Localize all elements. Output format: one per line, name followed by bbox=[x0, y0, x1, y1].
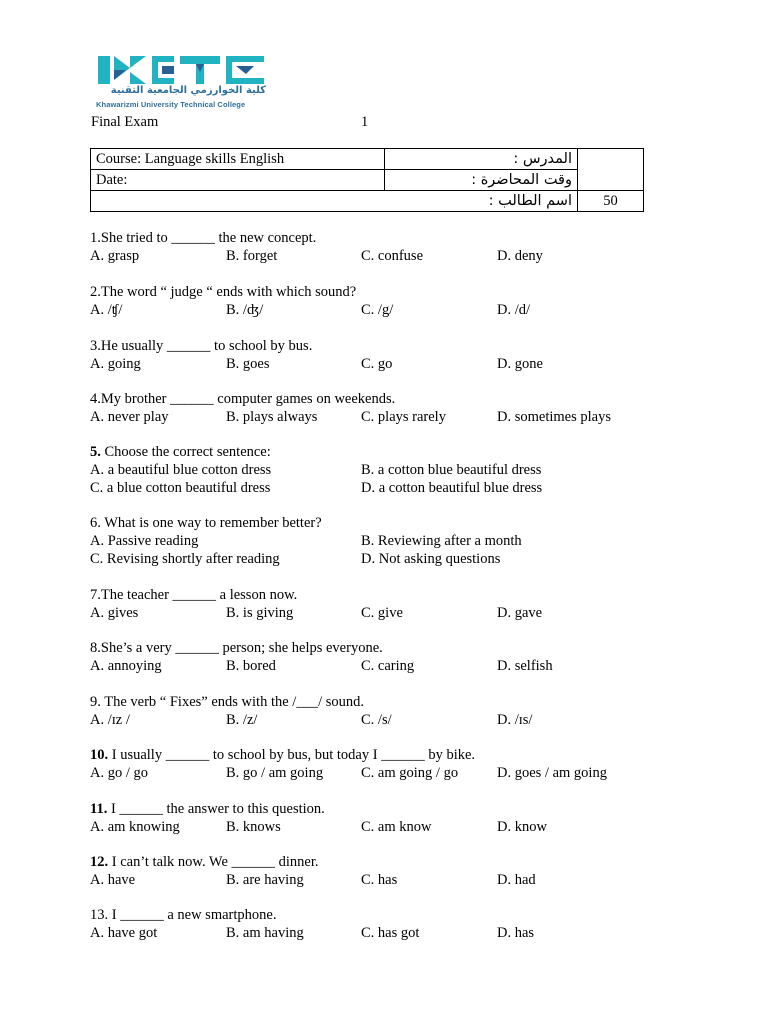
question-4 bbox=[90, 390, 611, 426]
question-3 bbox=[90, 337, 543, 373]
question-5 bbox=[90, 443, 543, 497]
option-d: D. a cotton beautiful blue dress bbox=[361, 480, 543, 496]
question-10 bbox=[90, 746, 607, 782]
option-b: B. forget bbox=[226, 248, 278, 264]
empty-score-cell bbox=[578, 149, 644, 191]
question-text: 8.She’s a very ______ person; she helps everyone. bbox=[90, 640, 383, 656]
option-a: A. annoying bbox=[90, 658, 162, 674]
logo-english-text: Khawarizmi University Technical College bbox=[96, 100, 246, 109]
question-13 bbox=[90, 906, 535, 942]
question-text: 12. I can’t talk now. We ______ dinner. bbox=[90, 854, 319, 870]
date-cell: Date: bbox=[91, 170, 385, 191]
option-c: C. Revising shortly after reading bbox=[90, 551, 280, 567]
logo-arabic-text: كلية الخوارزمي الجامعية التقنية bbox=[110, 85, 266, 96]
option-b: B. is giving bbox=[226, 605, 294, 621]
option-a: A. never play bbox=[90, 409, 169, 425]
option-c: C. has got bbox=[361, 925, 420, 941]
option-b: B. are having bbox=[226, 872, 304, 888]
exam-title: Final Exam bbox=[91, 114, 159, 130]
option-a: A. gives bbox=[90, 605, 139, 621]
lecture-time-cell: وقت المحاضرة : bbox=[385, 170, 578, 191]
option-c: C. plays rarely bbox=[361, 409, 446, 425]
option-b: B. Reviewing after a month bbox=[361, 533, 522, 549]
question-text: 6. What is one way to remember better? bbox=[90, 515, 322, 531]
option-c: C. give bbox=[361, 605, 403, 621]
question-text: 11. I ______ the answer to this question. bbox=[90, 801, 325, 817]
option-c: C. /s/ bbox=[361, 712, 392, 728]
option-b: B. /z/ bbox=[226, 712, 258, 728]
question-8 bbox=[90, 639, 553, 675]
option-c: C. am going / go bbox=[361, 765, 459, 781]
option-b: B. am having bbox=[226, 925, 304, 941]
option-c: C. has bbox=[361, 872, 398, 888]
option-b: B. /ʤ/ bbox=[226, 302, 264, 318]
course-cell: Course: Language skills English bbox=[91, 149, 385, 170]
question-1 bbox=[90, 229, 543, 265]
option-a: A. have bbox=[90, 872, 136, 888]
question-text: 2.The word “ judge “ ends with which sound? bbox=[90, 284, 357, 300]
question-7 bbox=[90, 586, 543, 622]
option-a: A. a beautiful blue cotton dress bbox=[90, 462, 272, 478]
question-text: 7.The teacher ______ a lesson now. bbox=[90, 587, 298, 603]
option-d: D. /ɪs/ bbox=[497, 712, 533, 728]
option-b: B. bored bbox=[226, 658, 276, 674]
option-d: D. selfish bbox=[497, 658, 553, 674]
option-a: A. am knowing bbox=[90, 819, 180, 835]
option-a: A. going bbox=[90, 356, 141, 372]
option-c: C. caring bbox=[361, 658, 415, 674]
question-text: 9. The verb “ Fixes” ends with the /___/ sound. bbox=[90, 694, 364, 710]
option-d: D. sometimes plays bbox=[497, 409, 611, 425]
question-12 bbox=[90, 853, 536, 889]
option-d: D. /d/ bbox=[497, 302, 531, 318]
option-d: D. had bbox=[497, 872, 536, 888]
option-b: B. knows bbox=[226, 819, 281, 835]
question-text: 5. Choose the correct sentence: bbox=[90, 444, 271, 460]
question-11 bbox=[90, 800, 547, 836]
option-d: D. has bbox=[497, 925, 535, 941]
option-a: A. /ɪz / bbox=[90, 712, 130, 728]
option-a: A. have got bbox=[90, 925, 158, 941]
option-a: A. /ʧ/ bbox=[90, 302, 123, 318]
exam-info-table bbox=[90, 148, 644, 212]
option-b: B. a cotton blue beautiful dress bbox=[361, 462, 542, 478]
question-9 bbox=[90, 693, 533, 729]
teacher-cell: المدرس : bbox=[385, 149, 578, 170]
option-b: B. goes bbox=[226, 356, 270, 372]
student-name-cell: اسم الطالب : bbox=[91, 191, 578, 212]
question-text: 3.He usually ______ to school by bus. bbox=[90, 338, 313, 354]
option-c: C. go bbox=[361, 356, 393, 372]
option-d: D. gone bbox=[497, 356, 543, 372]
option-c: C. am know bbox=[361, 819, 432, 835]
question-text: 4.My brother ______ computer games on weekends. bbox=[90, 391, 396, 407]
option-c: C. a blue cotton beautiful dress bbox=[90, 480, 271, 496]
option-b: B. go / am going bbox=[226, 765, 324, 781]
question-6 bbox=[90, 514, 522, 568]
option-b: B. plays always bbox=[226, 409, 318, 425]
question-text: 1.She tried to ______ the new concept. bbox=[90, 230, 317, 246]
question-text: 13. I ______ a new smartphone. bbox=[90, 907, 277, 923]
question-2 bbox=[90, 283, 531, 319]
option-c: C. /g/ bbox=[361, 302, 394, 318]
option-a: A. go / go bbox=[90, 765, 148, 781]
option-a: A. grasp bbox=[90, 248, 140, 264]
option-d: D. Not asking questions bbox=[361, 551, 501, 567]
option-d: D. gave bbox=[497, 605, 543, 621]
option-d: D. goes / am going bbox=[497, 765, 607, 781]
score-cell: 50 bbox=[578, 191, 644, 212]
option-c: C. confuse bbox=[361, 248, 424, 264]
question-text: 10. I usually ______ to school by bus, but today I ______ by bike. bbox=[90, 747, 476, 763]
option-d: D. know bbox=[497, 819, 547, 835]
page-number: 1 bbox=[361, 114, 369, 130]
option-d: D. deny bbox=[497, 248, 543, 264]
option-a: A. Passive reading bbox=[90, 533, 199, 549]
